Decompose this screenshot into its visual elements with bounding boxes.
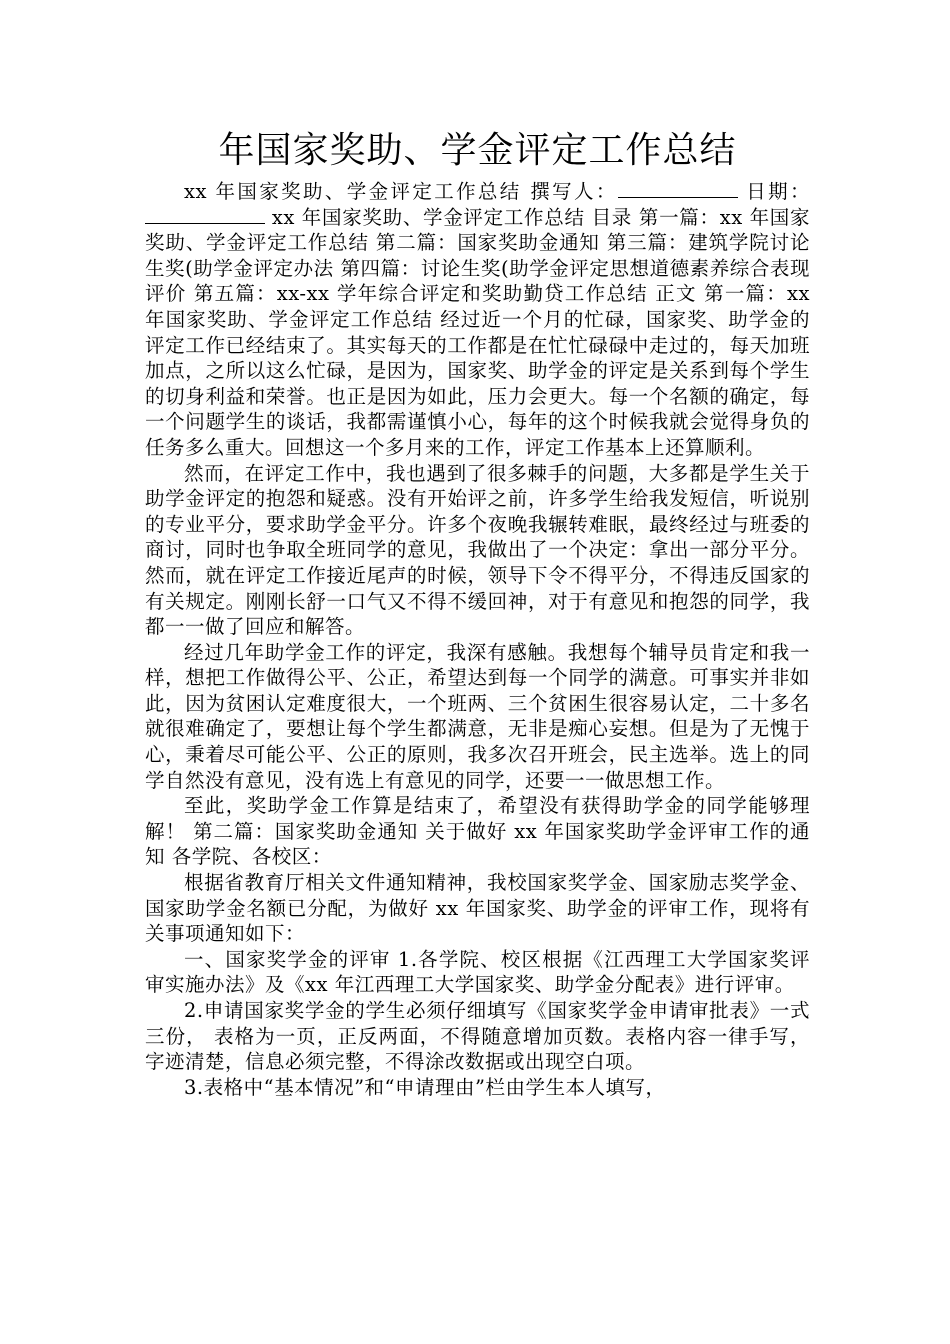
body-paragraph-6: 2.申请国家奖学金的学生必须仔细填写《国家奖学金申请审批表》一式三份， 表格为一页，正反两面，不得随意增加页数。表格内容一律手写，字迹清楚，信息必须完整，不得涂改数据或出现空白项。 [145,999,810,1074]
body-paragraph-5: 一、国家奖学金的评审 1.各学院、校区根据《江西理工大学国家奖评审实施办法》及《xx 年江西理工大学国家奖、助学金分配表》进行评审。 [145,947,810,997]
document-title: 年国家奖助、学金评定工作总结 [218,130,737,171]
body-paragraph-7: 3.表格中“基本情况”和“申请理由”栏由学生本人填写， [184,1075,666,1099]
body-paragraph-1: 然而，在评定工作中，我也遇到了很多棘手的问题，大多都是学生关于助学金评定的抱怨和疑惑。没有开始评之前，许多学生给我发短信，听说别的专业平分，要求助学金平分。许多个夜晚我辗转难眠，最终经过与班委的商讨，同时也争取全班同学的意见，我做出了一个决定：拿出一部分平分。然而，就在评定工作接近尾声的时候，领导下令不得平分，不得违反国家的有关规定。刚刚长舒一口气又不得不缓回神，对于有意见和抱怨的同学，我都一一做了回应和解答。 [145,461,810,639]
document-page [145,125,810,1100]
header-paragraph [145,179,810,461]
header-text-3: xx 年国家奖助、学金评定工作总结 目录 第一篇：xx 年国家奖助、学金评定工作总结 第二篇：国家奖助金通知 第三篇：建筑学院讨论生奖(助学金评定办法 第四篇：讨论生奖(助学金评定思想道德素养综合表现评价 第五篇：xx-xx 学年综合评定和奖助勤贷工作总结 正文 第一篇：xx 年国家奖助、学金评定工作总结 经过近一个月的忙碌，国家奖、助学金的评定工作已经结束了。其实每天的工作都是在忙忙碌碌中走过的，每天加班加点，之所以这么忙碌，是因为，国家奖、助学金的评定是关系到每个学生的切身利益和荣誉。也正是因为如此，压力会更大。每一个名额的确定，每一个问题学生的谈话，我都需谨慎小心，每年的这个时候我就会觉得身负的任务多么重大。回想这一个多月来的工作，评定工作基本上还算顺利。 [145,205,810,459]
header-text-1: xx 年国家奖助、学金评定工作总结 撰写人： [184,180,618,203]
date-blank-line [145,205,265,224]
body-paragraph-4: 根据省教育厅相关文件通知精神，我校国家奖学金、国家励志奖学金、国家助学金名额已分配，为做好 xx 年国家奖、助学金的评审工作，现将有关事项通知如下： [145,871,810,946]
author-blank-line [618,179,738,198]
body-paragraph-2: 经过几年助学金工作的评定，我深有感触。我想每个辅导员肯定和我一样，想把工作做得公平、公正，希望达到每一个同学的满意。可事实并非如此，因为贫困认定难度很大，一个班两、三个贫困生很容易认定，二十多名就很难确定了，要想让每个学生都满意，无非是痴心妄想。但是为了无愧于心，秉着尽可能公平、公正的原则，我多次召开班会，民主选举。选上的同学自然没有意见，没有选上有意见的同学，还要一一做思想工作。 [145,640,810,792]
body-paragraph-3: 至此，奖助学金工作算是结束了，希望没有获得助学金的同学能够理解！ 第二篇：国家奖助金通知 关于做好 xx 年国家奖助学金评审工作的通知 各学院、各校区： [145,794,810,869]
header-text-2: 日期： [737,180,810,203]
